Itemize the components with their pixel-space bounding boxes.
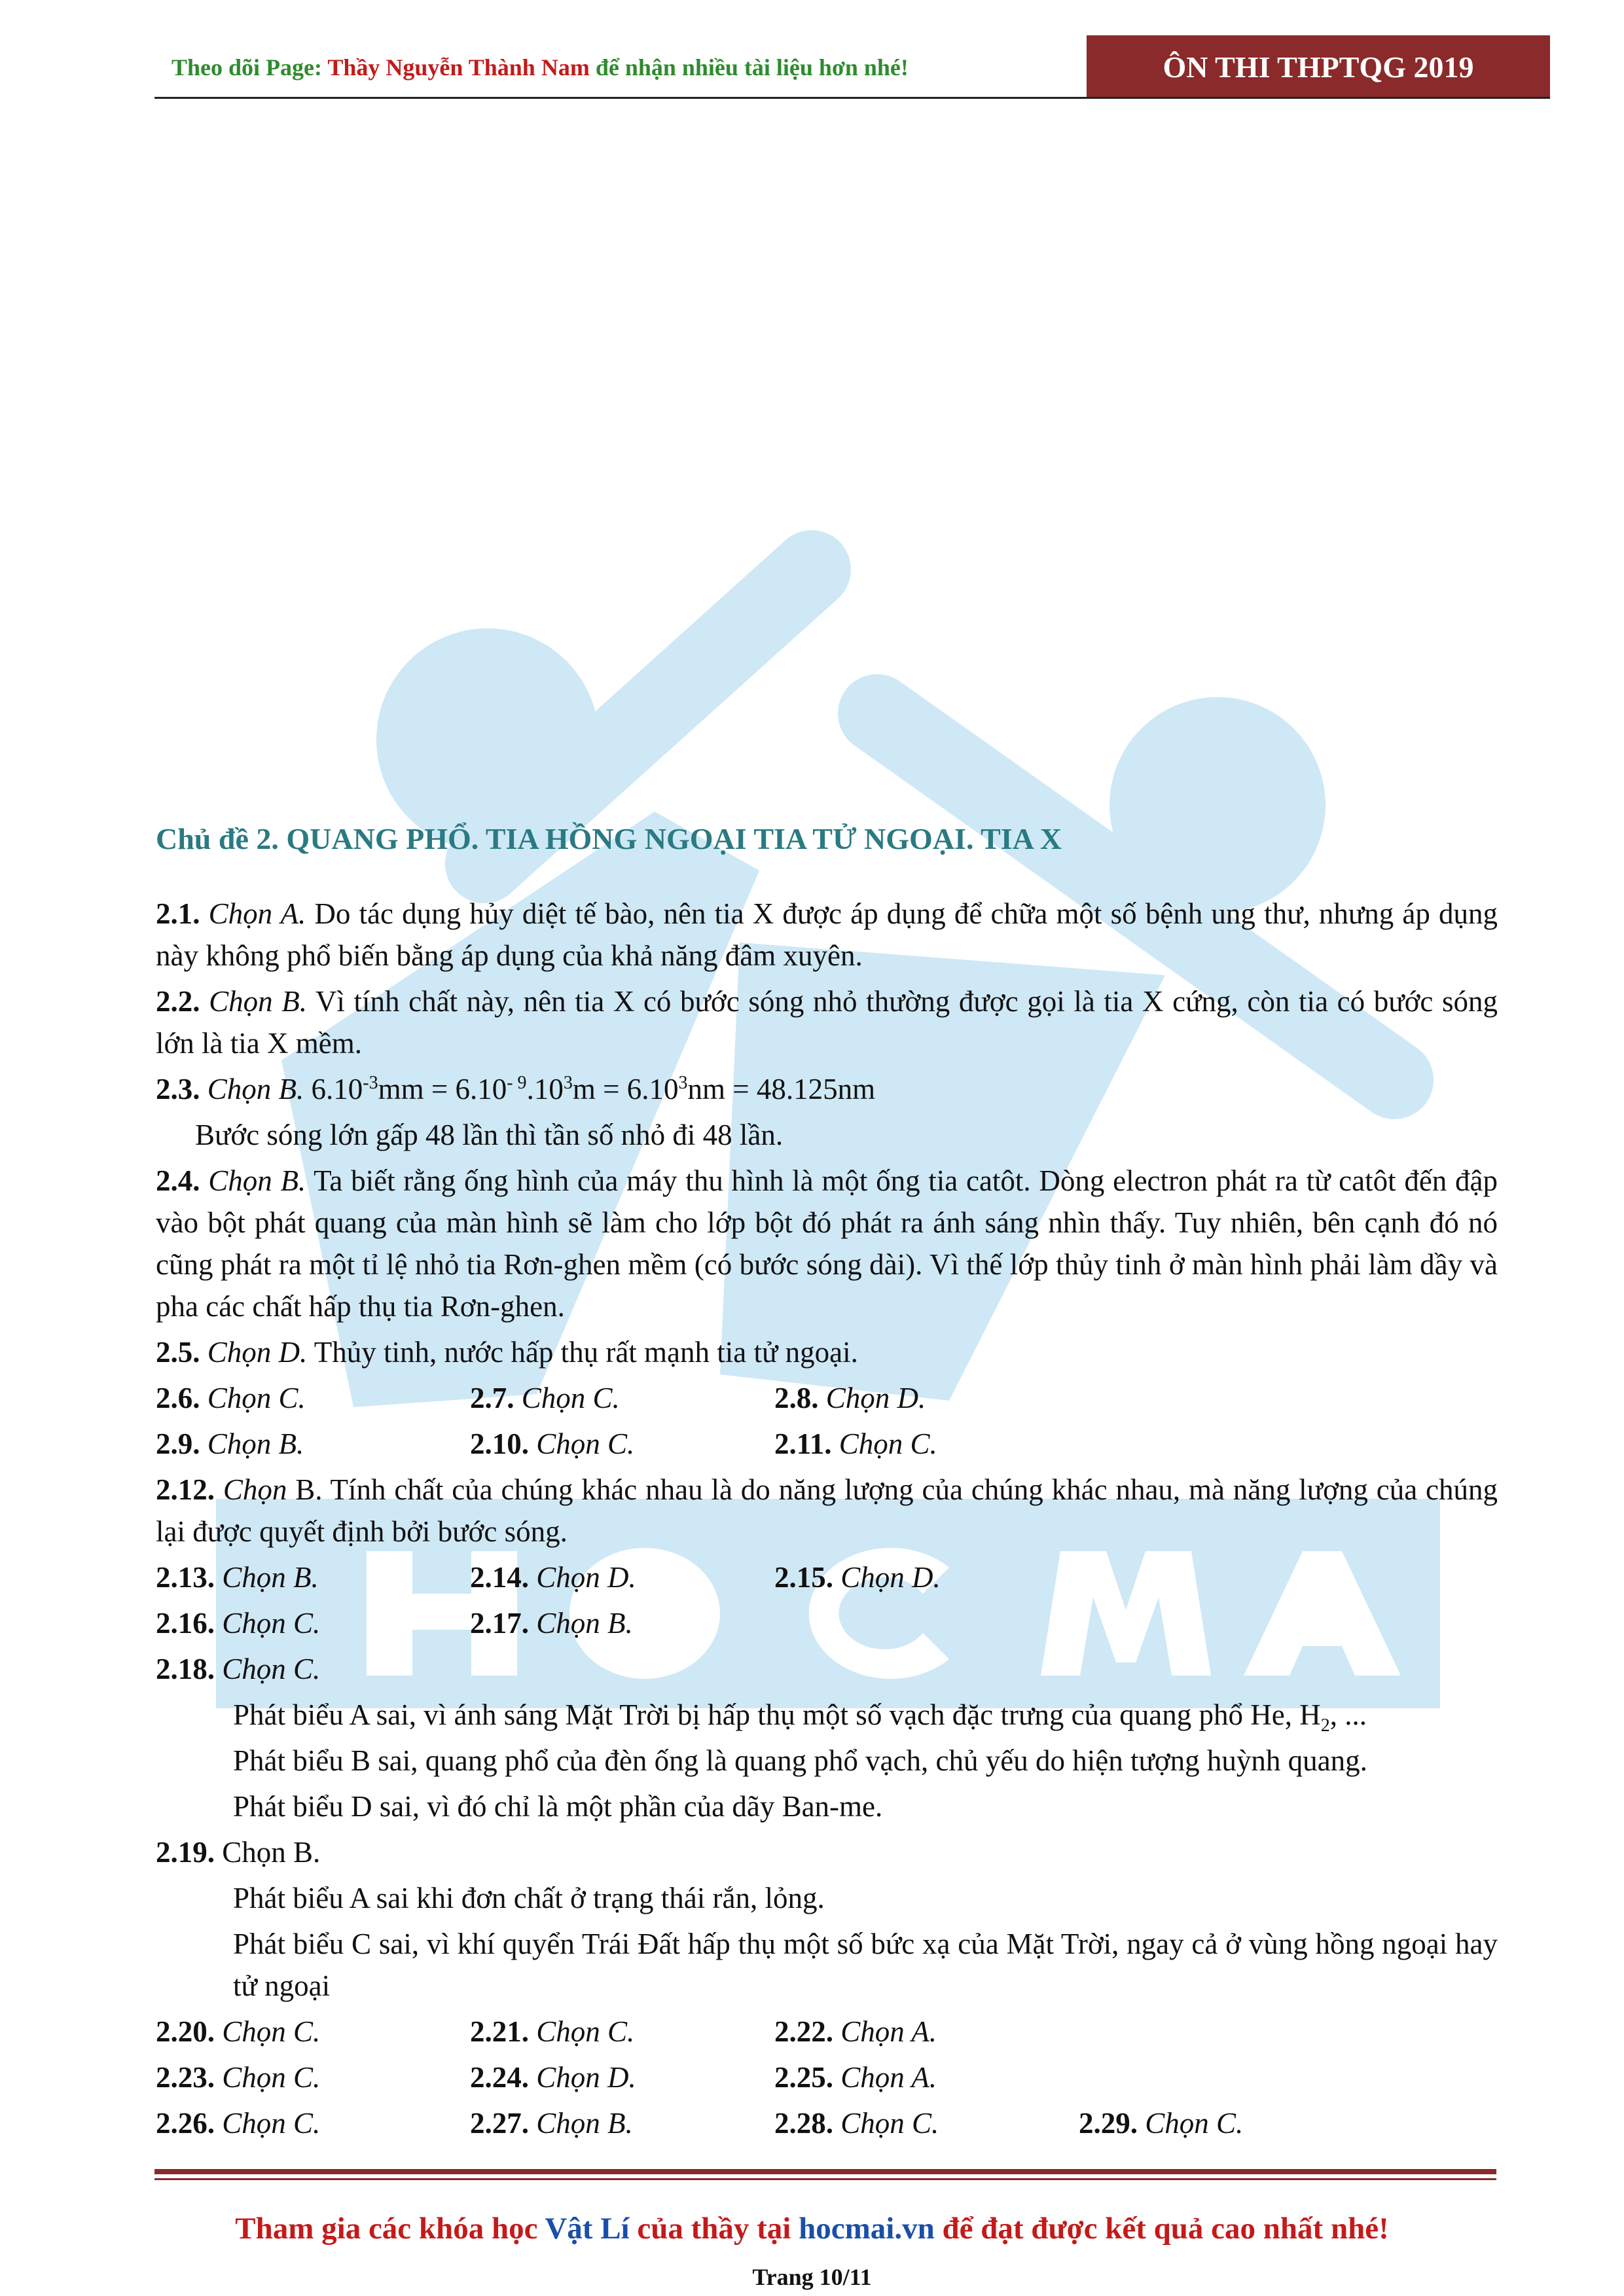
footer-site-link[interactable]: hocmai.vn [799, 2212, 935, 2246]
answer-row-2-9: 2.9. Chọn B. 2.10. Chọn C. 2.11. Chọn C. [156, 1427, 937, 1460]
answer-2-18-a: Phát biểu A sai, vì ánh sáng Mặt Trời bị hấp thụ một số vạch đặc trưng của quang phổ He, $H_2$, ... [233, 1698, 1367, 1736]
footer-divider-thick [154, 2169, 1496, 2174]
exam-badge: ÔN THI THPTQG 2019 [1087, 35, 1550, 98]
header-follow-text [171, 54, 909, 81]
header-divider [154, 97, 1550, 99]
answer-2-18: 2.18. Chọn C. [156, 1653, 321, 1685]
answer-content [156, 818, 1498, 2148]
answer-2-4: 2.4. Chọn B. Ta biết rằng ống hình của máy thu hình là một ống tia catôt. Dòng electron phát ra từ catôt đến đập vào bột phát quang của màn hình sẽ làm cho lớp bột đó phát ra ánh sáng nhìn thấy. Tuy nhiên, bên cạnh đó nó cũng phát ra một tỉ lệ nhỏ tia Rơn-ghen mềm (có bước sóng dài). Vì thế lớp thủy tinh ở màn hình phải làm dầy và pha các chất hấp thụ tia Rơn-ghen. [156, 1164, 1498, 1323]
follow-prefix: Theo dõi Page: [171, 54, 328, 81]
answer-2-18-d: Phát biểu D sai, vì đó chỉ là một phần của dãy Ban-me. [233, 1790, 883, 1823]
answer-2-12: 2.12. Chọn B. Tính chất của chúng khác nhau là do năng lượng của chúng khác nhau, mà năng lượng của chúng lại được quyết định bởi bước sóng. [156, 1473, 1498, 1548]
answer-row-2-23: 2.23. Chọn C. 2.24. Chọn D. 2.25. Chọn A. [156, 2061, 937, 2094]
answer-row-2-6: 2.6. Chọn C. 2.7. Chọn C. 2.8. Chọn D. [156, 1382, 926, 1414]
answer-row-2-16: 2.16. Chọn C. 2.17. Chọn B. [156, 1607, 633, 1640]
answer-2-3-note: Bước sóng lớn gấp 48 lần thì tần số nhỏ đi 48 lần. [195, 1119, 784, 1151]
footer-subject: Vật Lí [545, 2212, 630, 2246]
answer-2-1: 2.1. Chọn A. Do tác dụng hủy diệt tế bào, nên tia X được áp dụng để chữa một số bệnh ung thư, nhưng áp dụng này không phổ biến bằng áp dụng của khả năng đâm xuyên. [156, 897, 1498, 972]
answer-row-2-26: 2.26. Chọn C. 2.27. Chọn B. 2.28. Chọn C. 2.29. Chọn C. [156, 2107, 1244, 2140]
answer-2-19-c: Phát biểu C sai, vì khí quyển Trái Đất hấp thụ một số bức xạ của Mặt Trời, ngay cả ở vùng hồng ngoại hay tử ngoại [233, 1928, 1498, 2002]
answer-2-19: 2.19. Chọn B. [156, 1836, 321, 1869]
page-number: Trang 10/11 [752, 2264, 872, 2290]
answer-row-2-13: 2.13. Chọn B. 2.14. Chọn D. 2.15. Chọn D. [156, 1561, 941, 1594]
answer-row-2-20: 2.20. Chọn C. 2.21. Chọn C. 2.22. Chọn A. [156, 2015, 937, 2048]
footer-divider-thin [154, 2178, 1496, 2180]
topic-title: Chủ đề 2. QUANG PHỔ. TIA HỒNG NGOẠI TIA TỬ NGOẠI. TIA X [156, 822, 1062, 855]
teacher-name-link[interactable]: Thầy Nguyễn Thành Nam [327, 54, 590, 81]
answer-2-19-a: Phát biểu A sai khi đơn chất ở trạng thái rắn, lỏng. [233, 1882, 825, 1914]
answer-2-5: 2.5. Chọn D. Thủy tinh, nước hấp thụ rất mạnh tia tử ngoại. [156, 1336, 858, 1369]
footer-promo: Tham gia các khóa học Vật Lí của thầy tại hocmai.vn để đạt được kết quả cao nhất nhé! [235, 2212, 1389, 2246]
answer-2-18-b: Phát biểu B sai, quang phổ của đèn ống là quang phổ vạch, chủ yếu do hiện tượng huỳnh quang. [233, 1744, 1367, 1777]
answer-2-2: 2.2. Chọn B. Vì tính chất này, nên tia X có bước sóng nhỏ thường được gọi là tia X cứng, còn tia có bước sóng lớn là tia X mềm. [156, 985, 1498, 1060]
follow-suffix: để nhận nhiều tài liệu hơn nhé! [589, 54, 909, 81]
answer-2-3: 2.3. Chọn B. $6.10^{-3}mm = 6.10^{- 9}.10^3m = 6.10^3nm = 48.125nm$ [156, 1073, 876, 1105]
